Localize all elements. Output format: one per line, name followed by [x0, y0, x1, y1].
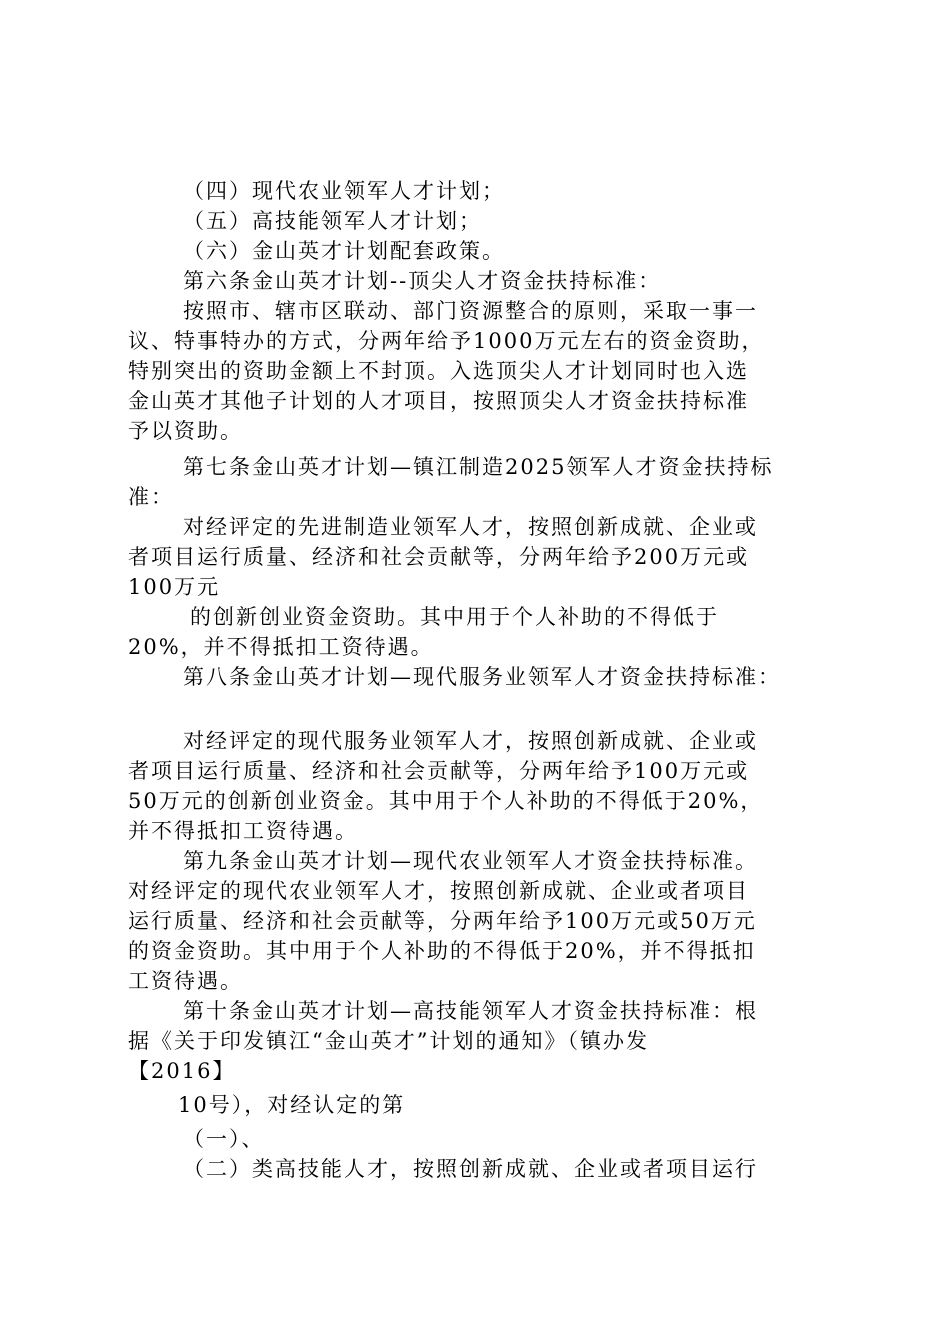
text-line: 100万元: [128, 575, 221, 599]
text-line: 【2016】: [128, 1059, 236, 1083]
text-line: 并不得抵扣工资待遇。: [128, 819, 358, 843]
text-line: （二）类高技能人才，按照创新成就、企业或者项目运行: [183, 1157, 758, 1181]
text-line: 对经评定的现代服务业领军人才，按照创新成就、企业或: [183, 729, 758, 753]
article-heading: 第十条金山英才计划—高技能领军人才资金扶持标准：根: [183, 999, 758, 1023]
text-line: （四）现代农业领军人才计划；: [183, 179, 505, 203]
text-line: 者项目运行质量、经济和社会贡献等，分两年给予200万元或: [128, 545, 750, 569]
text-line: （六）金山英才计划配套政策。: [183, 239, 505, 263]
text-line: 工资待遇。: [128, 969, 243, 993]
article-heading: 第九条金山英才计划—现代农业领军人才资金扶持标准。: [183, 849, 758, 873]
text-line: （一）、: [183, 1127, 265, 1151]
text-line: 运行质量、经济和社会贡献等，分两年给予100万元或50万元: [128, 909, 757, 933]
text-line: 按照市、辖市区联动、部门资源整合的原则，采取一事一: [183, 299, 758, 323]
text-line: 特别突出的资助金额上不封顶。入选顶尖人才计划同时也入选: [128, 359, 749, 383]
text-line: 10号），对经认定的第: [178, 1093, 406, 1117]
text-line: 予以资助。: [128, 419, 243, 443]
article-heading: 第七条金山英才计划—镇江制造2025领军人才资金扶持标: [183, 455, 774, 479]
text-line: 的创新创业资金资助。其中用于个人补助的不得低于: [190, 605, 719, 629]
text-line: 者项目运行质量、经济和社会贡献等，分两年给予100万元或: [128, 759, 750, 783]
text-line: 据《关于印发镇江“金山英才”计划的通知》（镇办发: [128, 1029, 649, 1053]
text-line: 议、特事特办的方式，分两年给予1000万元左右的资金资助，: [128, 329, 765, 353]
text-line: 准：: [128, 485, 174, 509]
text-line: 50万元的创新创业资金。其中用于个人补助的不得低于20%，: [128, 789, 764, 813]
text-line: 对经评定的先进制造业领军人才，按照创新成就、企业或: [183, 515, 758, 539]
article-heading: 第八条金山英才计划—现代服务业领军人才资金扶持标准：: [183, 665, 781, 689]
article-heading: 第六条金山英才计划--顶尖人才资金扶持标准：: [183, 269, 662, 293]
text-line: 20%，并不得抵扣工资待遇。: [128, 635, 434, 659]
text-line: 对经评定的现代农业领军人才，按照创新成就、企业或者项目: [128, 879, 749, 903]
text-line: （五）高技能领军人才计划；: [183, 209, 482, 233]
text-line: 金山英才其他子计划的人才项目，按照顶尖人才资金扶持标准: [128, 389, 749, 413]
text-line: 的资金资助。其中用于个人补助的不得低于20%，并不得抵扣: [128, 939, 756, 963]
